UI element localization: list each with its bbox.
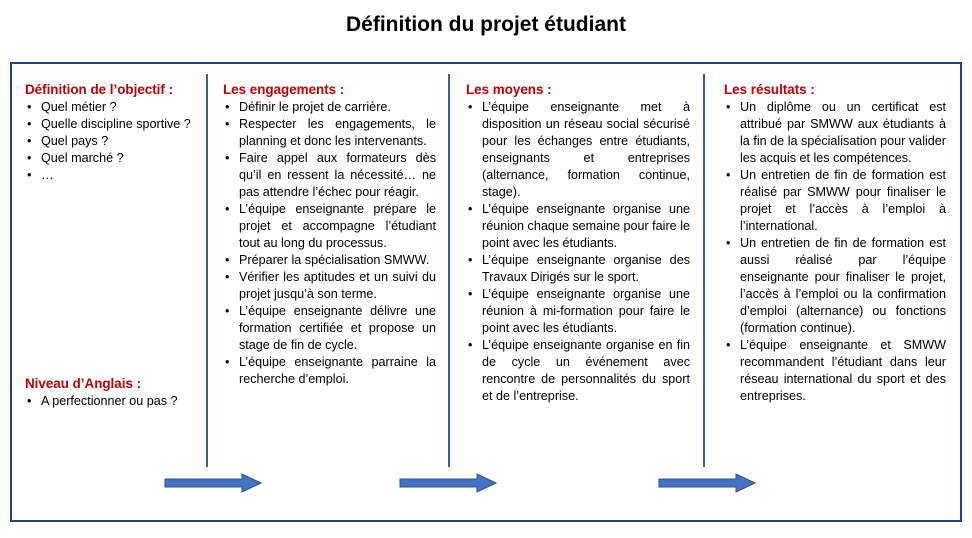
column-divider-2 [448,74,450,467]
list-item: • L’équipe enseignante organise des Travaux Dirigés sur le sport. [466,252,690,286]
list-item: • L’équipe enseignante parraine la recherche d’emploi. [223,354,436,388]
flow-arrow-2-icon [399,473,497,493]
list-item: • Un entretien de fin de formation est aussi réalisé par l’équipe enseignante pour finaliser le projet, l’accès à l’emploi ou la confirmation d’emploi (alternance) ou fonctions (formation continue). [724,235,946,337]
list-item: • Respecter les engagements, le planning et donc les intervenants. [223,116,436,150]
list-item: • L’équipe enseignante met à disposition un réseau social sécurisé pour les échanges entre étudiants, enseignants et entreprises (alternance, formation continue, stage). [466,99,690,201]
list-item: • Un entretien de fin de formation est réalisé par SMWW pour finaliser le projet et l’accès à l’emploi à l’international. [724,167,946,235]
list-item: • Quel métier ? [25,99,205,116]
flow-arrow-3-icon [658,473,756,493]
list-item: • A perfectionner ou pas ? [25,393,205,410]
english-list [25,393,205,410]
flow-arrow-1-icon [164,473,262,493]
list-item: • Définir le projet de carrière. [223,99,436,116]
list-item: • … [25,167,205,184]
list-item: • Préparer la spécialisation SMWW. [223,252,436,269]
means-list [466,99,690,405]
list-item: • Quel marché ? [25,150,205,167]
list-item: • L’équipe enseignante organise en fin de cycle un événement avec rencontre de personnalités du sport et de l’entreprise. [466,337,690,405]
list-item: • Faire appel aux formateurs dès qu’il en ressent la nécessité… ne pas attendre l’échec pour réagir. [223,150,436,201]
list-item: • Un diplôme ou un certificat est attribué par SMWW aux étudiants à la fin de la spécialisation pour valider les acquis et les compétences. [724,99,946,167]
column-objective [25,81,205,184]
column-divider-1 [206,74,208,467]
column-means [466,81,690,405]
english-level-section [25,375,205,410]
objective-list [25,99,205,184]
column-commitments [223,81,436,388]
commitments-list [223,99,436,388]
list-item: • L’équipe enseignante organise une réunion à mi-formation pour faire le point avec les étudiants. [466,286,690,337]
list-item: • Quelle discipline sportive ? [25,116,205,133]
results-list [724,99,946,405]
english-heading: Niveau d’Anglais : [25,376,142,391]
column-divider-3 [703,74,705,467]
column-results [724,81,946,405]
page-title: Définition du projet étudiant [346,13,626,36]
commitments-heading: Les engagements : [223,82,345,97]
list-item: • L’équipe enseignante et SMWW recommandent l’étudiant dans leur réseau international du sport et des entreprises. [724,337,946,405]
list-item: • Vérifier les aptitudes et un suivi du projet jusqu’à son terme. [223,269,436,303]
list-item: • L’équipe enseignante prépare le projet et accompagne l’étudiant tout au long du processus. [223,201,436,252]
results-heading: Les résultats : [724,82,815,97]
list-item: • Quel pays ? [25,133,205,150]
list-item: • L’équipe enseignante délivre une formation certifiée et propose un stage de fin de cycle. [223,303,436,354]
list-item: • L’équipe enseignante organise une réunion chaque semaine pour faire le point avec les étudiants. [466,201,690,252]
means-heading: Les moyens : [466,82,552,97]
objective-heading: Définition de l’objectif : [25,82,174,97]
